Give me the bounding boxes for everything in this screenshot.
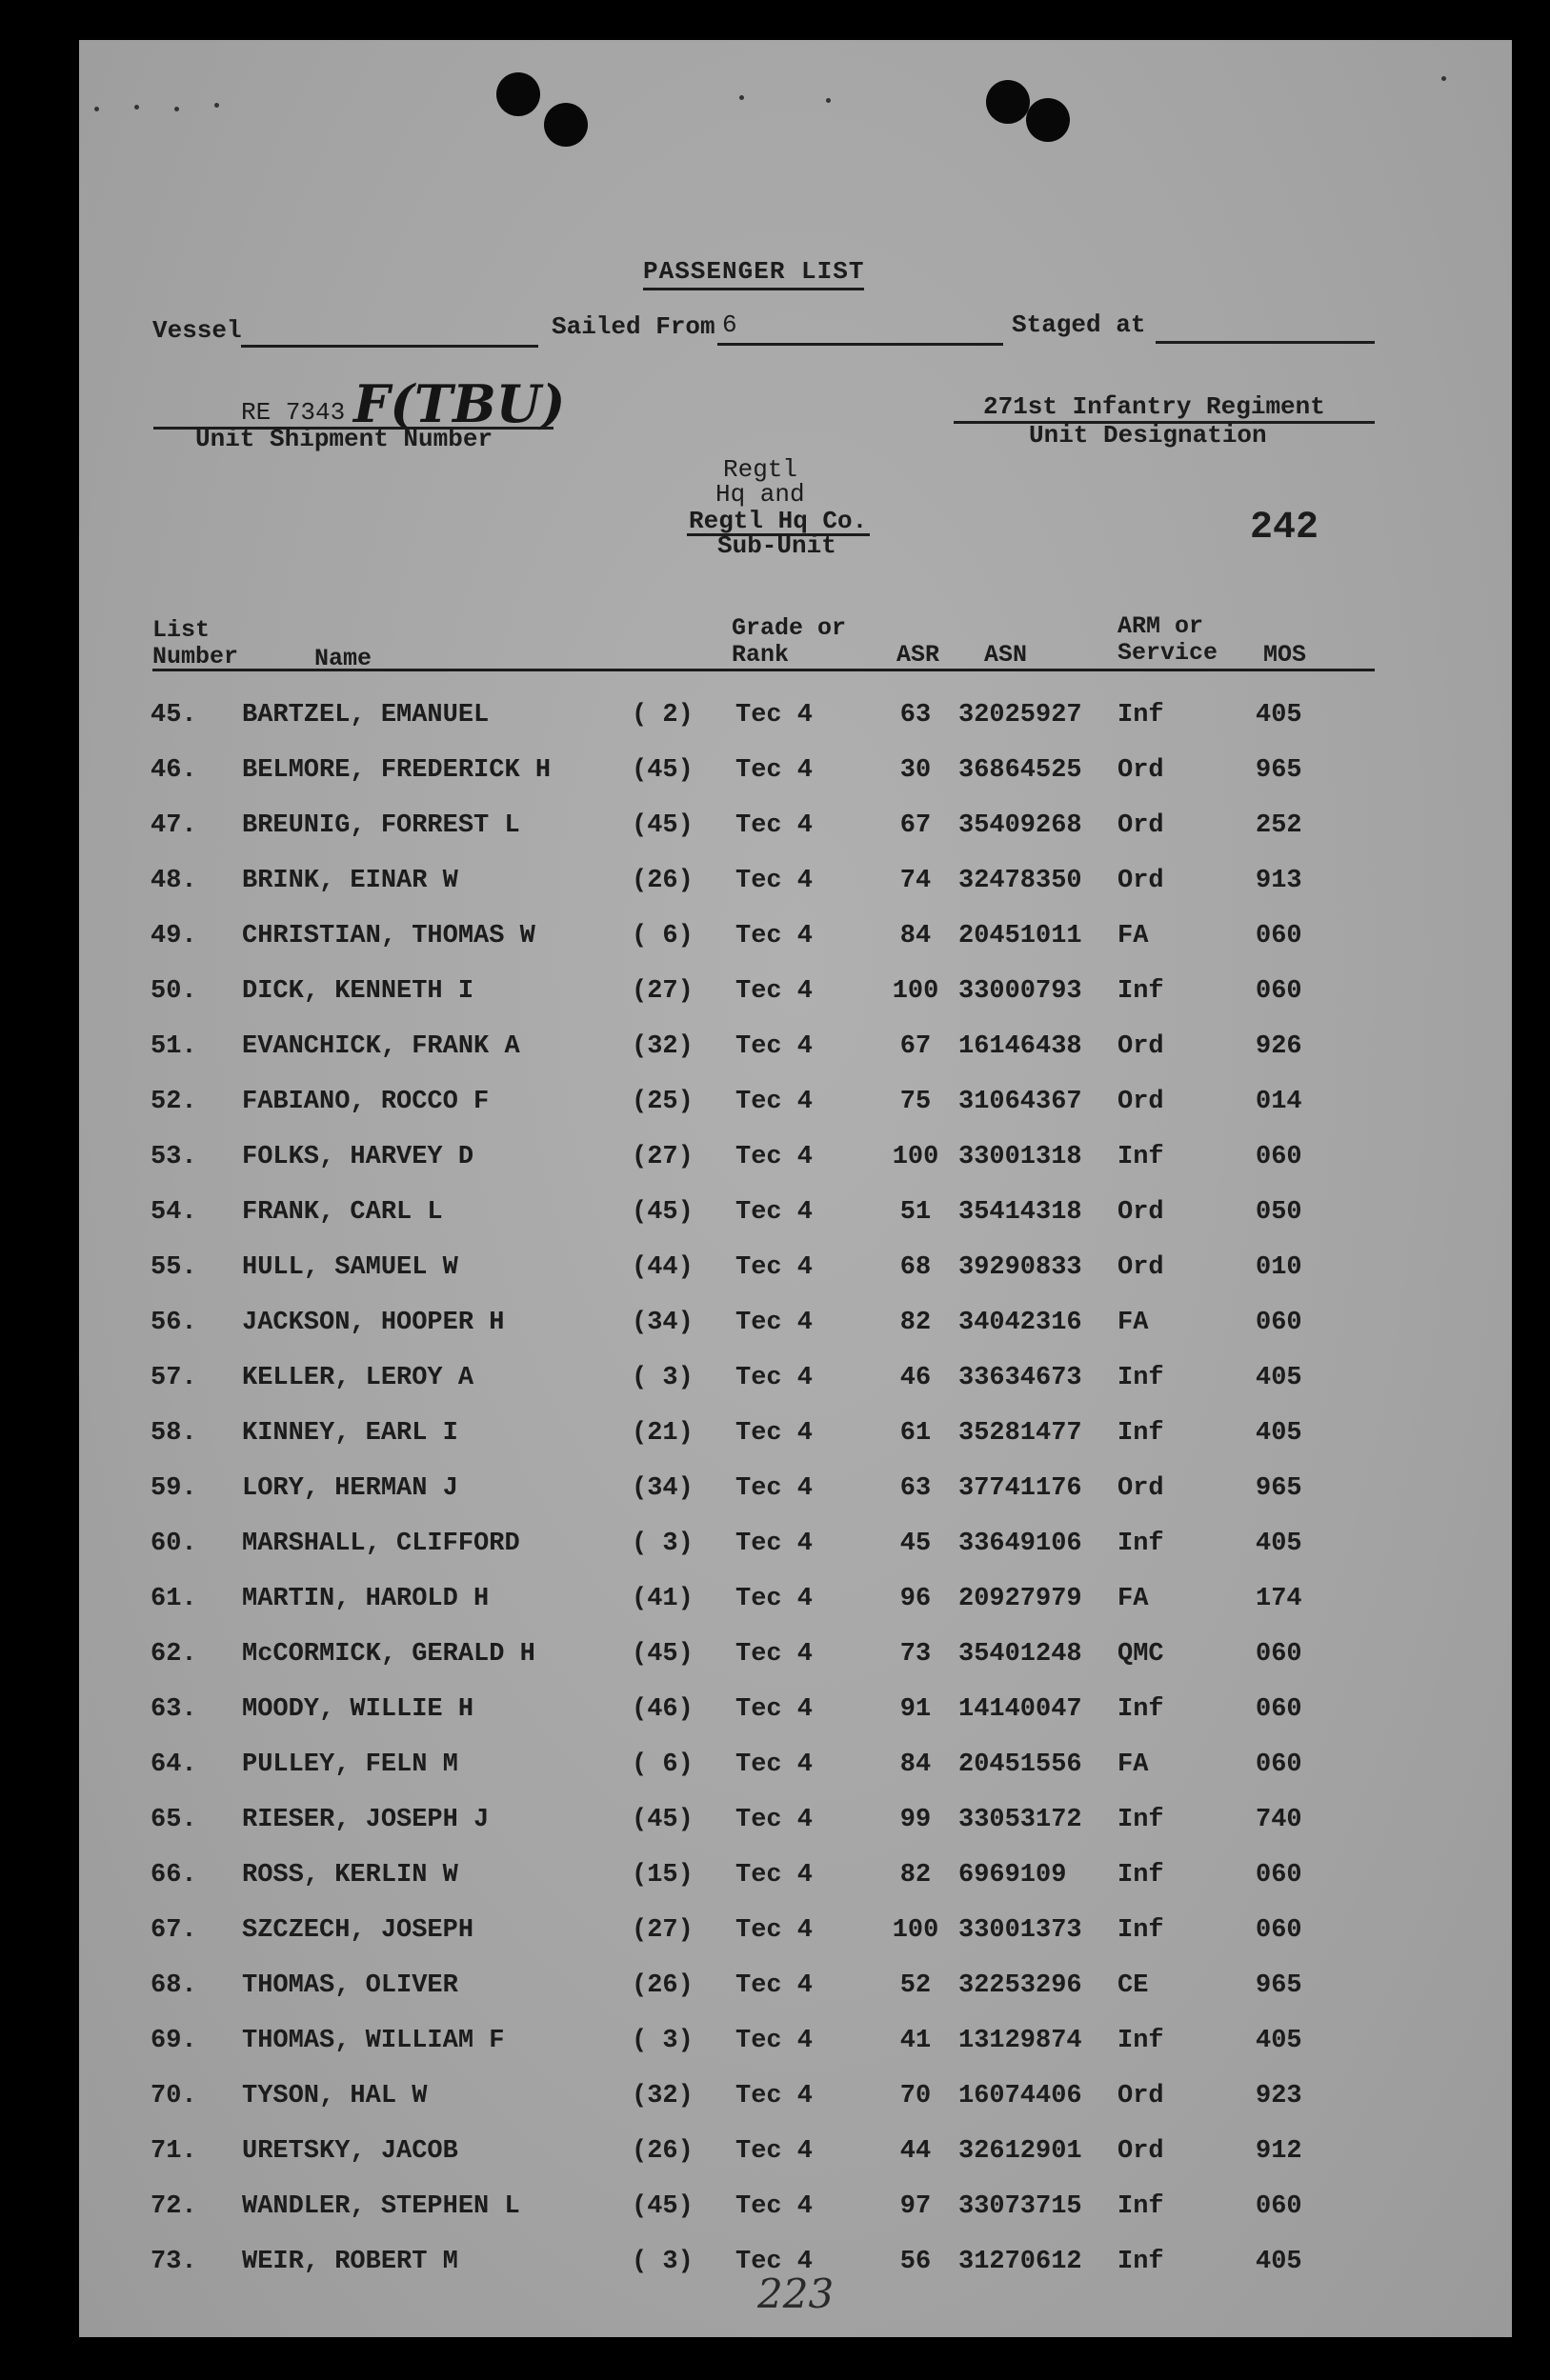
row-list-number: 52. <box>151 1088 197 1116</box>
row-asn: 36864525 <box>958 756 1082 785</box>
row-list-number: 57. <box>151 1364 197 1392</box>
row-asr: 30 <box>899 756 932 785</box>
table-row <box>79 1806 1512 1861</box>
row-list-number: 53. <box>151 1143 197 1171</box>
row-name: KELLER, LEROY A <box>242 1364 474 1392</box>
row-grade: Tec 4 <box>735 811 814 840</box>
row-code: (26) <box>632 1971 694 2000</box>
vessel-label: Vessel <box>152 316 242 345</box>
row-mos: 965 <box>1256 1971 1302 2000</box>
row-asn: 33001318 <box>958 1143 1082 1171</box>
row-name: RIESER, JOSEPH J <box>242 1806 490 1834</box>
row-asr: 46 <box>899 1364 932 1392</box>
row-asr: 100 <box>892 1143 939 1171</box>
row-mos: 405 <box>1256 1530 1302 1558</box>
row-code: (46) <box>632 1695 694 1724</box>
row-asn: 34042316 <box>958 1309 1082 1337</box>
table-row <box>79 1971 1512 2027</box>
row-code: (27) <box>632 1916 694 1945</box>
row-arm: Inf <box>1117 977 1164 1006</box>
row-grade: Tec 4 <box>735 2137 814 2166</box>
row-mos: 060 <box>1256 2192 1302 2221</box>
row-mos: 060 <box>1256 1640 1302 1669</box>
row-asr: 82 <box>899 1309 932 1337</box>
table-row <box>79 1198 1512 1253</box>
row-list-number: 69. <box>151 2027 197 2055</box>
row-asr: 67 <box>899 1032 932 1061</box>
table-row <box>79 1750 1512 1806</box>
row-asn: 35414318 <box>958 1198 1082 1227</box>
row-asr: 63 <box>899 1474 932 1503</box>
table-row <box>79 1916 1512 1971</box>
row-name: TYSON, HAL W <box>242 2082 428 2110</box>
row-asr: 75 <box>899 1088 932 1116</box>
row-grade: Tec 4 <box>735 1143 814 1171</box>
row-asr: 67 <box>899 811 932 840</box>
row-mos: 405 <box>1256 2027 1302 2055</box>
row-arm: Inf <box>1117 701 1164 730</box>
row-code: (25) <box>632 1088 694 1116</box>
row-asn: 32253296 <box>958 1971 1082 2000</box>
row-asr: 63 <box>899 701 932 730</box>
col-header-list-number-line2: Number <box>152 643 239 670</box>
row-list-number: 51. <box>151 1032 197 1061</box>
row-grade: Tec 4 <box>735 1198 814 1227</box>
row-grade: Tec 4 <box>735 756 814 785</box>
row-code: (15) <box>632 1861 694 1890</box>
table-row <box>79 756 1512 811</box>
row-arm: Inf <box>1117 1861 1164 1890</box>
row-grade: Tec 4 <box>735 2248 814 2276</box>
row-mos: 060 <box>1256 977 1302 1006</box>
row-list-number: 50. <box>151 977 197 1006</box>
row-grade: Tec 4 <box>735 922 814 950</box>
table-row <box>79 2027 1512 2082</box>
sailed-from-value: 6 <box>722 310 737 339</box>
row-arm: Ord <box>1117 2137 1164 2166</box>
table-row <box>79 1032 1512 1088</box>
row-arm: Inf <box>1117 1419 1164 1448</box>
row-arm: Inf <box>1117 1530 1164 1558</box>
row-code: (27) <box>632 1143 694 1171</box>
row-asr: 41 <box>899 2027 932 2055</box>
unit-shipment-label: Unit Shipment Number <box>195 425 493 453</box>
row-mos: 405 <box>1256 701 1302 730</box>
row-grade: Tec 4 <box>735 1971 814 2000</box>
row-list-number: 71. <box>151 2137 197 2166</box>
row-arm: Inf <box>1117 2248 1164 2276</box>
row-name: McCORMICK, GERALD H <box>242 1640 535 1669</box>
row-asn: 13129874 <box>958 2027 1082 2055</box>
row-code: ( 3) <box>632 1530 694 1558</box>
row-name: MOODY, WILLIE H <box>242 1695 474 1724</box>
row-grade: Tec 4 <box>735 1474 814 1503</box>
sub-unit-line-3: Regtl Hq Co. <box>689 507 868 535</box>
row-arm: Inf <box>1117 1143 1164 1171</box>
row-arm: QMC <box>1117 1640 1164 1669</box>
row-arm: Ord <box>1117 811 1164 840</box>
row-grade: Tec 4 <box>735 1861 814 1890</box>
col-header-grade-line2: Rank <box>732 641 790 669</box>
row-arm: Ord <box>1117 1088 1164 1116</box>
row-name: THOMAS, WILLIAM F <box>242 2027 505 2055</box>
sailed-from-label: Sailed From <box>552 312 715 341</box>
row-arm: Ord <box>1117 867 1164 895</box>
row-name: BREUNIG, FORREST L <box>242 811 520 840</box>
table-row <box>79 1419 1512 1474</box>
row-name: FRANK, CARL L <box>242 1198 443 1227</box>
col-header-asr: ASR <box>896 641 940 669</box>
row-name: BARTZEL, EMANUEL <box>242 701 490 730</box>
row-asn: 39290833 <box>958 1253 1082 1282</box>
document-page <box>79 40 1512 2337</box>
row-asr: 97 <box>899 2192 932 2221</box>
row-asr: 91 <box>899 1695 932 1724</box>
row-list-number: 56. <box>151 1309 197 1337</box>
row-asr: 61 <box>899 1419 932 1448</box>
row-name: KINNEY, EARL I <box>242 1419 458 1448</box>
row-mos: 923 <box>1256 2082 1302 2110</box>
row-name: ROSS, KERLIN W <box>242 1861 458 1890</box>
table-row <box>79 2082 1512 2137</box>
row-code: (26) <box>632 867 694 895</box>
row-asr: 82 <box>899 1861 932 1890</box>
unit-shipment-handwritten: F(TBU) <box>353 373 566 434</box>
row-arm: Ord <box>1117 1474 1164 1503</box>
table-row <box>79 1861 1512 1916</box>
row-asn: 35401248 <box>958 1640 1082 1669</box>
row-mos: 060 <box>1256 1916 1302 1945</box>
row-grade: Tec 4 <box>735 1916 814 1945</box>
row-mos: 050 <box>1256 1198 1302 1227</box>
row-grade: Tec 4 <box>735 2027 814 2055</box>
row-mos: 965 <box>1256 756 1302 785</box>
row-arm: Inf <box>1117 2027 1164 2055</box>
row-list-number: 46. <box>151 756 197 785</box>
row-list-number: 59. <box>151 1474 197 1503</box>
row-asn: 33000793 <box>958 977 1082 1006</box>
row-arm: Inf <box>1117 1806 1164 1834</box>
row-grade: Tec 4 <box>735 1640 814 1669</box>
row-asn: 31270612 <box>958 2248 1082 2276</box>
row-asn: 32612901 <box>958 2137 1082 2166</box>
row-asn: 37741176 <box>958 1474 1082 1503</box>
row-asn: 20451011 <box>958 922 1082 950</box>
row-mos: 060 <box>1256 922 1302 950</box>
col-header-arm-line2: Service <box>1117 639 1218 667</box>
row-asr: 52 <box>899 1971 932 2000</box>
table-row <box>79 922 1512 977</box>
row-list-number: 66. <box>151 1861 197 1890</box>
row-asr: 100 <box>892 1916 939 1945</box>
row-name: JACKSON, HOOPER H <box>242 1309 505 1337</box>
row-name: CHRISTIAN, THOMAS W <box>242 922 535 950</box>
row-code: ( 3) <box>632 2027 694 2055</box>
row-code: (21) <box>632 1419 694 1448</box>
row-list-number: 49. <box>151 922 197 950</box>
row-asr: 44 <box>899 2137 932 2166</box>
row-grade: Tec 4 <box>735 1364 814 1392</box>
row-list-number: 67. <box>151 1916 197 1945</box>
row-asn: 16146438 <box>958 1032 1082 1061</box>
row-arm: Inf <box>1117 1916 1164 1945</box>
row-arm: Inf <box>1117 1364 1164 1392</box>
row-name: HULL, SAMUEL W <box>242 1253 458 1282</box>
row-asr: 96 <box>899 1585 932 1613</box>
row-asr: 100 <box>892 977 939 1006</box>
row-mos: 926 <box>1256 1032 1302 1061</box>
row-mos: 405 <box>1256 1364 1302 1392</box>
row-arm: FA <box>1117 1750 1149 1779</box>
row-name: FOLKS, HARVEY D <box>242 1143 474 1171</box>
col-header-grade-line1: Grade or <box>732 614 847 642</box>
row-grade: Tec 4 <box>735 867 814 895</box>
row-code: ( 3) <box>632 2248 694 2276</box>
row-name: FABIANO, ROCCO F <box>242 1088 490 1116</box>
row-arm: FA <box>1117 1309 1149 1337</box>
table-row <box>79 1309 1512 1364</box>
row-name: URETSKY, JACOB <box>242 2137 458 2166</box>
row-mos: 060 <box>1256 1143 1302 1171</box>
row-list-number: 63. <box>151 1695 197 1724</box>
table-row <box>79 977 1512 1032</box>
row-code: (27) <box>632 977 694 1006</box>
row-mos: 913 <box>1256 867 1302 895</box>
row-mos: 912 <box>1256 2137 1302 2166</box>
row-asn: 33053172 <box>958 1806 1082 1834</box>
row-code: (32) <box>632 1032 694 1061</box>
row-list-number: 45. <box>151 701 197 730</box>
row-name: BRINK, EINAR W <box>242 867 458 895</box>
row-grade: Tec 4 <box>735 1088 814 1116</box>
row-name: MARTIN, HAROLD H <box>242 1585 490 1613</box>
row-arm: Ord <box>1117 756 1164 785</box>
row-arm: Ord <box>1117 2082 1164 2110</box>
row-mos: 014 <box>1256 1088 1302 1116</box>
row-list-number: 55. <box>151 1253 197 1282</box>
table-row <box>79 2137 1512 2192</box>
table-row <box>79 1640 1512 1695</box>
row-code: (26) <box>632 2137 694 2166</box>
row-name: EVANCHICK, FRANK A <box>242 1032 520 1061</box>
row-asr: 73 <box>899 1640 932 1669</box>
page-title: PASSENGER LIST <box>643 257 864 290</box>
row-list-number: 62. <box>151 1640 197 1669</box>
row-grade: Tec 4 <box>735 1032 814 1061</box>
row-asr: 45 <box>899 1530 932 1558</box>
row-asr: 56 <box>899 2248 932 2276</box>
unit-designation-label: Unit Designation <box>1029 421 1267 450</box>
row-arm: Ord <box>1117 1253 1164 1282</box>
row-asn: 32025927 <box>958 701 1082 730</box>
row-grade: Tec 4 <box>735 2082 814 2110</box>
row-grade: Tec 4 <box>735 1750 814 1779</box>
table-row <box>79 1143 1512 1198</box>
row-asr: 51 <box>899 1198 932 1227</box>
row-name: DICK, KENNETH I <box>242 977 474 1006</box>
row-arm: FA <box>1117 1585 1149 1613</box>
row-asr: 99 <box>899 1806 932 1834</box>
row-asn: 33073715 <box>958 2192 1082 2221</box>
row-grade: Tec 4 <box>735 1253 814 1282</box>
row-grade: Tec 4 <box>735 2192 814 2221</box>
table-row <box>79 1088 1512 1143</box>
row-list-number: 60. <box>151 1530 197 1558</box>
row-list-number: 54. <box>151 1198 197 1227</box>
sub-unit-label: Sub-Unit <box>717 531 836 560</box>
row-asr: 68 <box>899 1253 932 1282</box>
row-list-number: 73. <box>151 2248 197 2276</box>
row-asn: 35281477 <box>958 1419 1082 1448</box>
col-header-asn: ASN <box>984 641 1028 669</box>
row-name: MARSHALL, CLIFFORD <box>242 1530 520 1558</box>
row-asn: 33649106 <box>958 1530 1082 1558</box>
passenger-table <box>79 40 1512 2337</box>
col-header-name: Name <box>314 645 372 672</box>
row-grade: Tec 4 <box>735 1530 814 1558</box>
col-header-list-number-line1: List <box>152 616 211 644</box>
row-asr: 70 <box>899 2082 932 2110</box>
row-grade: Tec 4 <box>735 1309 814 1337</box>
row-grade: Tec 4 <box>735 1585 814 1613</box>
row-list-number: 65. <box>151 1806 197 1834</box>
row-list-number: 58. <box>151 1419 197 1448</box>
unit-shipment-typed: RE 7343 <box>241 398 346 427</box>
handwritten-footer-number: 223 <box>757 2270 835 2317</box>
unit-designation-value: 271st Infantry Regiment <box>983 392 1325 421</box>
row-arm: CE <box>1117 1971 1149 2000</box>
row-asr: 84 <box>899 922 932 950</box>
row-grade: Tec 4 <box>735 977 814 1006</box>
row-code: (32) <box>632 2082 694 2110</box>
row-name: THOMAS, OLIVER <box>242 1971 458 2000</box>
staged-at-label: Staged at <box>1012 310 1146 339</box>
row-asn: 32478350 <box>958 867 1082 895</box>
row-code: (45) <box>632 756 694 785</box>
row-grade: Tec 4 <box>735 1419 814 1448</box>
row-mos: 740 <box>1256 1806 1302 1834</box>
row-mos: 965 <box>1256 1474 1302 1503</box>
table-row <box>79 1364 1512 1419</box>
row-name: LORY, HERMAN J <box>242 1474 458 1503</box>
row-asn: 20927979 <box>958 1585 1082 1613</box>
table-row <box>79 1695 1512 1750</box>
row-list-number: 48. <box>151 867 197 895</box>
page-number: 242 <box>1250 507 1319 550</box>
row-name: SZCZECH, JOSEPH <box>242 1916 474 1945</box>
row-list-number: 70. <box>151 2082 197 2110</box>
row-name: BELMORE, FREDERICK H <box>242 756 552 785</box>
row-code: (41) <box>632 1585 694 1613</box>
row-asn: 35409268 <box>958 811 1082 840</box>
row-list-number: 72. <box>151 2192 197 2221</box>
row-code: (44) <box>632 1253 694 1282</box>
row-code: (45) <box>632 1640 694 1669</box>
row-code: ( 6) <box>632 1750 694 1779</box>
col-header-arm-line1: ARM or <box>1117 612 1204 640</box>
row-mos: 060 <box>1256 1695 1302 1724</box>
row-mos: 060 <box>1256 1750 1302 1779</box>
row-asn: 6969109 <box>958 1861 1067 1890</box>
row-arm: Inf <box>1117 2192 1164 2221</box>
row-list-number: 68. <box>151 1971 197 2000</box>
row-arm: Ord <box>1117 1032 1164 1061</box>
row-code: (45) <box>632 811 694 840</box>
row-asn: 33001373 <box>958 1916 1082 1945</box>
row-list-number: 47. <box>151 811 197 840</box>
row-code: (45) <box>632 1806 694 1834</box>
table-row <box>79 1530 1512 1585</box>
row-code: (34) <box>632 1474 694 1503</box>
row-arm: Inf <box>1117 1695 1164 1724</box>
row-mos: 405 <box>1256 2248 1302 2276</box>
table-row <box>79 1253 1512 1309</box>
sub-unit-line-2: Hq and <box>715 480 805 509</box>
table-row <box>79 1474 1512 1530</box>
table-row <box>79 867 1512 922</box>
row-list-number: 61. <box>151 1585 197 1613</box>
row-asn: 20451556 <box>958 1750 1082 1779</box>
sub-unit-line-1: Regtl <box>723 455 798 484</box>
row-arm: Ord <box>1117 1198 1164 1227</box>
table-row <box>79 701 1512 756</box>
row-grade: Tec 4 <box>735 701 814 730</box>
row-list-number: 64. <box>151 1750 197 1779</box>
row-mos: 174 <box>1256 1585 1302 1613</box>
row-mos: 252 <box>1256 811 1302 840</box>
table-row <box>79 1585 1512 1640</box>
row-code: ( 6) <box>632 922 694 950</box>
row-grade: Tec 4 <box>735 1695 814 1724</box>
col-header-mos: MOS <box>1263 641 1307 669</box>
row-grade: Tec 4 <box>735 1806 814 1834</box>
row-asn: 33634673 <box>958 1364 1082 1392</box>
row-asn: 31064367 <box>958 1088 1082 1116</box>
row-name: PULLEY, FELN M <box>242 1750 458 1779</box>
row-asr: 74 <box>899 867 932 895</box>
row-mos: 010 <box>1256 1253 1302 1282</box>
table-row <box>79 2192 1512 2248</box>
row-code: (45) <box>632 2192 694 2221</box>
row-code: (45) <box>632 1198 694 1227</box>
row-name: WEIR, ROBERT M <box>242 2248 458 2276</box>
row-mos: 060 <box>1256 1309 1302 1337</box>
row-mos: 060 <box>1256 1861 1302 1890</box>
row-code: ( 3) <box>632 1364 694 1392</box>
row-asr: 84 <box>899 1750 932 1779</box>
row-arm: FA <box>1117 922 1149 950</box>
row-mos: 405 <box>1256 1419 1302 1448</box>
table-row <box>79 811 1512 867</box>
row-code: ( 2) <box>632 701 694 730</box>
row-code: (34) <box>632 1309 694 1337</box>
row-asn: 14140047 <box>958 1695 1082 1724</box>
row-name: WANDLER, STEPHEN L <box>242 2192 520 2221</box>
row-asn: 16074406 <box>958 2082 1082 2110</box>
